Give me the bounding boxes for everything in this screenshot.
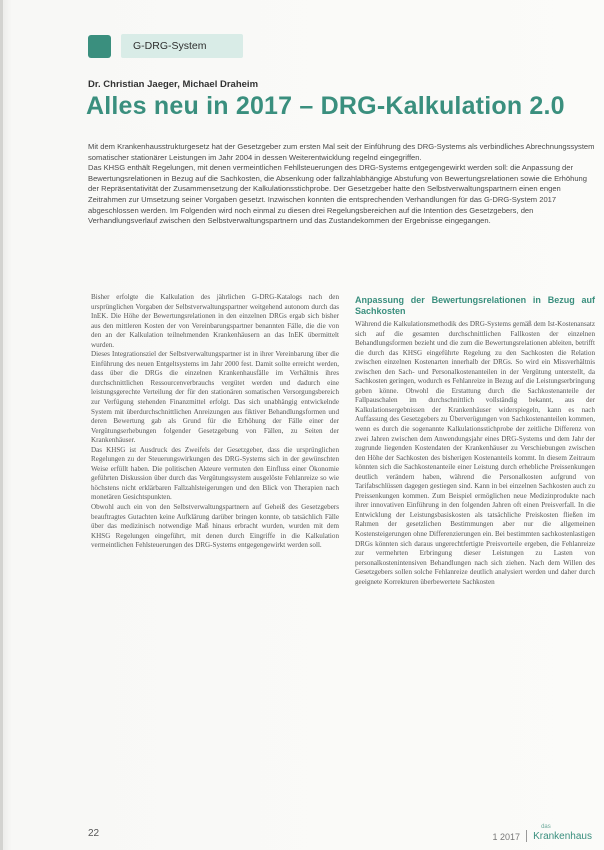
logo-prefix: das bbox=[541, 824, 551, 830]
left-column bbox=[91, 293, 339, 551]
page-number: 22 bbox=[88, 828, 100, 839]
issue-label: 1 2017 bbox=[492, 832, 521, 842]
article-authors: Dr. Christian Jaeger, Michael Draheim bbox=[88, 79, 259, 90]
section-subheading: Anpassung der Bewertungsrelationen in Bezug auf Sachkosten bbox=[355, 295, 595, 316]
article-title: Alles neu in 2017 – DRG-Kalkulation 2.0 bbox=[86, 92, 565, 120]
body-paragraph: Obwohl auch ein von den Selbstverwaltungspartnern auf Geheiß des Gesetzgebers beauftragtes Gutachten keine Aufklärung darüber bringen konnte, ob tatsächlich Fälle über das medizinisch notwendige Maß hinaus erbracht wurden, wurden mit dem KHSG Regelungen eingeführt, mit denen durch Eingriffe in die Kalkulation vermeintlichen Fehlsteuerungen des DRG-Systems entgegengewirkt werden soll. bbox=[91, 503, 339, 550]
right-column bbox=[355, 293, 595, 587]
body-paragraph: Während die Kalkulationsmethodik des DRG-Systems gemäß dem Ist-Kostenansatz sich auf die gesamten durchschnittlichen Fallkosten der einzelnen Behandlungsformen bezieht und die zum die Bewertungsrelationen ableiten, betrifft die durch das KHSG eingeführte Regelung zu den Sachkosten die Relation zwischen einzelnen Kostenarten innerhalb der DRGs. So wird ein Missverhältnis zwischen den Sach- und Personalkostenanteilen in der Vergütung unterstellt, da Sachkosten geringen, wodurch es Fehlanreize in Bezug auf die Leistungserbringung geben könne. Obwohl die Erstattung durch die Sachkostenanteile der Fallpauschalen im durchschnittlich vollständig bekannt, aus der Kalkulationsergebnissen der Krankenhäuser widerspiegeln, kann es nach Auffassung des Gesetzgebers zu Überverügungen von Sachkostenanteilen kommen, wenn es durch die sogenannte Kalkulationsstichprobe der zeitliche Differenz von zwei Jahren zwischen dem Anwendungsjahr eines DRG-Systems und dem Jahr der zugrunde liegenden Kostendaten der Krankenhäuser zu Verschiebungen zwischen den Höhe der Sachkosten des bisherigen Kostenanteils kommt. In diesem Zeitraum könnten sich die Sachkostenanteile einer Leistung durch erhebliche Preissenkungen deutlich verändern haben, während die Personalkosten aufgrund von Tarifabschlüssen dagegen gestiegen sind. Kann in bei einzelnen Sachkosten auch zu Preissenkungen kommen. Zum Beispiel ermöglichen neue Medizinprodukte nach ihrer innovativen Einführung in den folgenden Jahren oft einen Preisverfall. In die Entwicklung der Leistungsbasiskosten als tatsächliche Preiskosten fließen im Rahmen der gesetzlichen Bestimmungen aber nur die allgemeinen Kostensteigerungen ohne Differenzierungen ein. Bei bestimmten sachkostenlastigen DRGs könnten sich daraus ungerechtfertigte Preisvorteile ergeben, die Fehlanreize zur vermehrten Erbringung dieser Leistungen zu Lasten von personalkostenintensiven Behandlungen nach sich ziehen. Nach dem Willen des Gesetzgebers sollen solche Fehlanreize deutlich analysiert werden und daher durch geeignete Korrekturen überbewertete Sachkosten bbox=[355, 320, 595, 586]
section-label: G-DRG-System bbox=[121, 34, 243, 58]
logo-wordmark: Krankenhaus bbox=[533, 831, 592, 842]
section-header bbox=[88, 34, 243, 58]
body-paragraph: Bisher erfolgte die Kalkulation des jährlichen G-DRG-Katalogs nach den ursprünglichen Vorgaben der Selbstverwaltungspartner weitgehend autonom durch das InEK. Die Höhe der Bewertungsrelationen in den einzelnen DRGs ergab sich bisher aus den mittleren Kosten der von Vereinbarungspartner benannten Fälle, die die von den an der Kalkulation teilnehmenden Krankenhäusern an das InEK übermittelt wurden. bbox=[91, 293, 339, 349]
intro-paragraph: Mit dem Krankenhausstrukturgesetz hat der Gesetzgeber zum ersten Mal seit der Einführung des DRG-Systems als verbindliches Abrechnungssystem somatischer stationärer Leistungen im Jahr 2004 in dessen Weiterentwicklung regelnd eingegriffen. bbox=[88, 142, 595, 162]
footer-branding bbox=[493, 822, 592, 842]
article-intro bbox=[88, 142, 596, 227]
magazine-logo bbox=[533, 822, 592, 842]
footer-divider bbox=[526, 830, 527, 842]
body-paragraph: Dieses Integrationsziel der Selbstverwaltungspartner ist in ihrer Vereinbarung über die Einführung des neuen Entgeltsystems im Jahr 2000 fest. Damit sollte erreicht werden, dass über die DRGs die einzelnen Krankenhausfälle im Verhältnis ihres durchschnittlichen Ressourcenverbrauchs vergütet werden und dadurch eine leistungsgerechte Verteilung der für den stationären somatischen Versorgungsbereich zur Verfügung stehenden Finanzmittel erfolgt. Das sich unabhängig entwickelnde System mit überdurchschnittlichen Anreizungen aus fiktiver Behandlungsformen und deren Bewertung gab als Grund für die Erhöhung der Fälle einer der Vergütungserhebungen folgender Gesetzgebung von Fällen, zu Seiten der Krankenhäuser. bbox=[91, 350, 339, 445]
intro-paragraph: Das KHSG enthält Regelungen, mit denen vermeintlichen Fehllsteuerungen des DRG-Systems entgegengewirkt werden soll: die Anpassung der Bewertungsrelationen in Bezug auf die Sachkosten, die Absenkung oder fallzahlabhängige Abstufung von Bewertungsrelationen sowie die Erhöhung der Repräsentativität der Zusammensetzung der Kalkulationsstichprobe. Der Gesetzgeber hatte den Selbstverwaltungspartnern einen engen Zeitrahmen zur Umsetzung seiner Vorgaben gesetzt. Inzwischen konnten die entsprechenden Verhandlungen für das G-DRG-System 2017 abgeschlossen werden. Im Folgenden wird noch einmal zu diesen drei Regelungsbereichen auf die Intention des Gesetzgebers, den Verhandlungsverlauf zwischen den Selbstverwaltungspartnern und das Zustandekommen der Ergebnisse eingegangen. bbox=[88, 163, 588, 226]
body-paragraph: Das KHSG ist Ausdruck des Zweifels der Gesetzgeber, dass die ursprünglichen Regelungen zu der Steuerungswirkungen des DRG-Systems sich in der gewünschten Weise erfüllt haben. Die politischen Akteure vermuten den Einfluss einer Ökonomie geführten Diskussion über durch das Vergütungssystem ausgelöste Fehlanreize so wie höchstens nicht erklärbaren Fallzahlsteigerungen und den Blick von Therapien nach monetären Gesichtspunkten. bbox=[91, 445, 339, 502]
section-color-block bbox=[88, 35, 111, 58]
